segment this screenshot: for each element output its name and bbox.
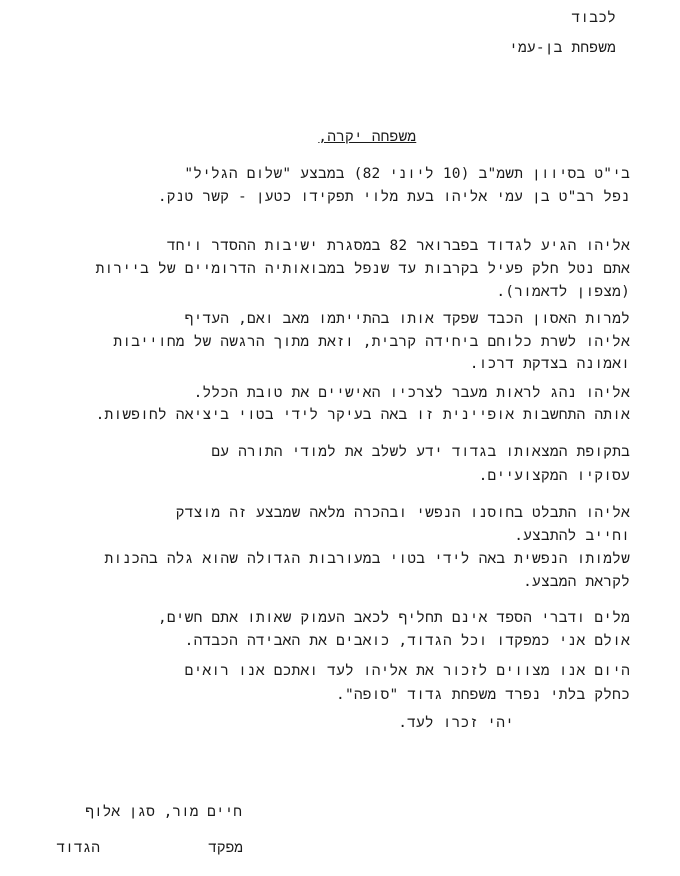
paragraph-2-line-2: אתם נטל חלק פעיל בקרבות עד שנפל במבואותיה הדרומיים של ביירות (95, 261, 630, 277)
paragraph-6-line-4: לקראת המבצע. (523, 574, 630, 590)
paragraph-5-line-1: בתקופת המצאותו בגדוד ידע לשלב את למודי התורה עם (211, 444, 630, 460)
paragraph-4-line-2: אותה התחשבות אופיינית זו באה בעיקר לידי בטוי ביציאה לחופשות. (95, 407, 630, 423)
addressee-line: לכבוד (571, 10, 616, 26)
paragraph-6-line-3: שלמותו הנפשית באה לידי בטוי במעורבות הגדולה שהוא גלה בהכנות (104, 551, 630, 567)
paragraph-8-line-2: כחלק בלתי נפרד משפחת גדוד "סופה". (336, 687, 630, 703)
paragraph-5-line-2: עסוקיו המקצועיים. (478, 468, 630, 484)
paragraph-6-line-2: וחייב להתבצע. (514, 528, 630, 544)
paragraph-2-line-3: (מצפון לדאמור). (496, 284, 630, 300)
paragraph-6-line-1: אליהו התבלט בחוסנו הנפשי ובהכרה מלאה שמבצע זה מוצדק (175, 505, 630, 521)
salutation: משפחה יקרה, (318, 129, 417, 145)
paragraph-7-line-2: אולם אני כמפקדו וכל הגדוד, כואבים את האבידה הכבדה. (184, 633, 630, 649)
paragraph-8-line-1: היום אנו מצווים לזכור את אליהו לעד ואתכם אנו רואים (184, 663, 630, 679)
closing-line: יהי זכרו לעד. (398, 715, 514, 731)
paragraph-2-line-1: אליהו הגיע לגדוד בפברואר 82 במסגרת ישיבות ההסדר ויחד (166, 238, 630, 254)
signature-unit: הגדוד (56, 840, 100, 856)
paragraph-1-line-1: בי"ט בסיוון תשמ"ב (10 ליוני 82) במבצע "שלום הגליל" (184, 166, 630, 182)
paragraph-3-line-1: למרות האסון הכבד שפקד אותו בהתייתמו מאב ואם, העדיף (184, 311, 630, 327)
paragraph-4-line-1: אליהו נהג לראות מעבר לצרכיו האישיים את טובת הכלל. (193, 385, 630, 401)
paragraph-3-line-2: אליהו לשרת כלוחם ביחידה קרבית, וזאת מתוך הרגשה של מחוייבות (113, 334, 630, 350)
paragraph-3-line-3: ואמונה בצדקת דרכו. (469, 356, 630, 372)
family-name-line: משפחת בן-עמי (509, 40, 616, 56)
paragraph-7-line-1: מלים ודברי הספד אינם תחליף לכאב העמוק שאותו אתם חשים, (157, 610, 630, 626)
signature-name-rank: חיים מור, סגן אלוף (85, 804, 242, 820)
paragraph-1-line-2: נפל רב"ט בן עמי אליהו בעת מלוי תפקידו כטען - קשר טנק. (157, 189, 630, 205)
signature-role: מפקד (208, 840, 243, 856)
